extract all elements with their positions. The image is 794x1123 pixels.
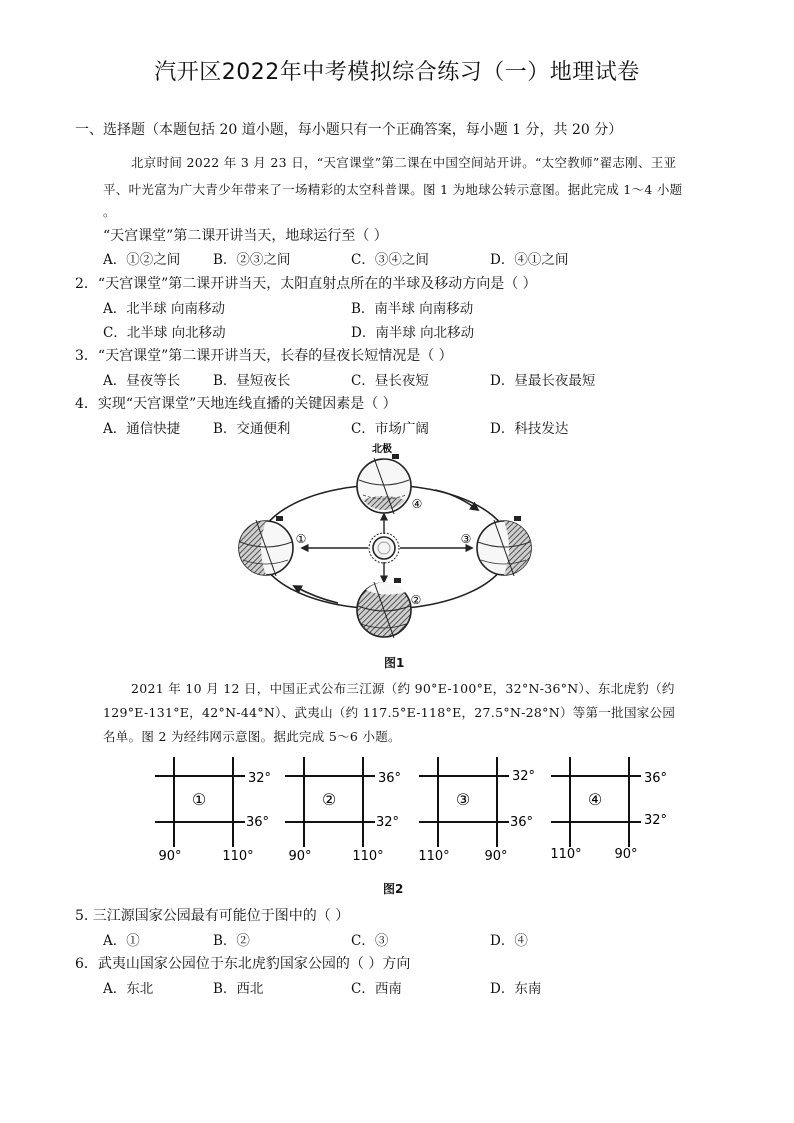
position-label-1: ① [295, 532, 307, 546]
question-6-stem: 6．武夷山国家公园位于东北虎豹国家公园的（ ）方向 [75, 956, 411, 972]
question-2-option-c[interactable]: C．北半球 向北移动 [103, 325, 226, 341]
grid-4-lon-right: 90° [614, 847, 638, 862]
question-4-option-d[interactable]: D．科技发达 [490, 421, 569, 437]
grid-1-lon-left: 90° [158, 849, 182, 864]
question-3-option-d[interactable]: D．昼最长夜最短 [490, 373, 596, 389]
grid-3-lon-left: 110° [418, 849, 450, 864]
question-1-stem: “天宫课堂”第二课开讲当天，地球运行至（ ） [103, 228, 388, 244]
earth-left-icon [239, 516, 293, 576]
question-1-option-d[interactable]: D．④①之间 [490, 252, 569, 268]
position-label-3: ③ [460, 532, 472, 546]
intro2-line1: 2021 年 10 月 12 日，中国正式公布三江源（约 90°E-100°E，32°N-36°N）、东北虎豹（约 [131, 681, 675, 696]
grid-1-label: ① [191, 790, 207, 809]
north-pole-label: 北极 [372, 444, 392, 455]
question-4-option-c[interactable]: C．市场广阔 [351, 421, 429, 437]
question-1-option-b[interactable]: B．②③之间 [213, 252, 291, 268]
intro2-line3: 名单。图 2 为经纬网示意图。据此完成 5～6 小题。 [103, 729, 401, 744]
grid-3-lat-top: 32° [512, 769, 536, 784]
question-1-option-c[interactable]: C．③④之间 [351, 252, 429, 268]
grid-2-lon-left: 90° [288, 849, 312, 864]
grid-2-lat-bottom: 32° [376, 815, 400, 830]
page-title: 汽开区2022年中考模拟综合练习（一）地理试卷 [154, 60, 640, 85]
grid-2-label: ② [321, 790, 337, 809]
sun-icon [369, 533, 399, 563]
question-6-option-b[interactable]: B．西北 [213, 981, 264, 997]
question-3-option-a[interactable]: A．昼夜等长 [103, 373, 181, 389]
question-3-option-c[interactable]: C．昼长夜短 [351, 373, 429, 389]
section-heading: 一、选择题（本题包括 20 道小题，每小题只有一个正确答案，每小题 1 分，共 20 分） [75, 122, 623, 138]
grid-4 [550, 757, 667, 862]
question-1-option-a[interactable]: A．①②之间 [103, 252, 181, 268]
question-2-option-b[interactable]: B．南半球 向南移动 [351, 301, 474, 317]
question-5-option-c[interactable]: C．③ [351, 933, 389, 949]
grid-4-lon-left: 110° [550, 847, 582, 862]
position-label-2: ② [410, 593, 422, 607]
grid-2-lon-right: 110° [352, 849, 384, 864]
earth-right-icon [477, 516, 531, 576]
intro2-line2: 129°E-131°E，42°N-44°N）、武夷山（约 117.5°E-118°E，27.5°N-28°N）等第一批国家公园 [103, 705, 676, 720]
earth-bottom-icon [357, 578, 411, 638]
question-5-option-d[interactable]: D．④ [490, 933, 528, 949]
intro1-line3: 。 [103, 204, 116, 219]
position-label-4: ④ [411, 497, 423, 511]
figure2-caption: 图2 [383, 882, 404, 896]
grid-1-lat-top: 32° [248, 771, 272, 786]
question-3-option-b[interactable]: B．昼短夜长 [213, 373, 291, 389]
intro1-line1: 北京时间 2022 年 3 月 23 日，“天宫课堂”第二课在中国空间站开讲。“太空教师”翟志刚、王亚 [131, 155, 677, 170]
grid-3 [418, 757, 535, 864]
grid-2 [285, 757, 401, 864]
grid-3-lon-right: 90° [484, 849, 508, 864]
orbit-arrow-top [435, 490, 478, 510]
question-4-option-b[interactable]: B．交通便利 [213, 421, 291, 437]
question-5-option-b[interactable]: B．② [213, 933, 250, 949]
grid-2-lat-top: 36° [378, 771, 402, 786]
question-2-option-d[interactable]: D．南半球 向北移动 [351, 325, 475, 341]
earth-revolution-diagram [228, 440, 558, 675]
question-6-option-d[interactable]: D．东南 [490, 981, 542, 997]
grid-1-lat-bottom: 36° [246, 815, 270, 830]
question-4-stem: 4．实现“天宫课堂”天地连线直播的关键因素是（ ） [75, 396, 397, 412]
orbit-arrow-bottom [294, 586, 338, 603]
grid-4-lat-bottom: 32° [644, 813, 668, 828]
grid-3-label: ③ [455, 790, 471, 809]
question-5-stem: 5. 三江源国家公园最有可能位于图中的（ ） [75, 908, 350, 924]
question-5-option-a[interactable]: A．① [103, 933, 140, 949]
question-2-stem: 2．“天宫课堂”第二课开讲当天，太阳直射点所在的半球及移动方向是（ ） [75, 276, 537, 292]
grid-4-label: ④ [587, 790, 603, 809]
grid-1-lon-right: 110° [222, 849, 254, 864]
question-4-option-a[interactable]: A．通信快捷 [103, 421, 181, 437]
lat-long-grids [150, 752, 690, 870]
grid-1 [155, 757, 271, 864]
question-2-option-a[interactable]: A．北半球 向南移动 [103, 301, 226, 317]
question-6-option-a[interactable]: A．东北 [103, 981, 154, 997]
figure1-caption: 图1 [384, 656, 405, 670]
grid-4-lat-top: 36° [644, 771, 668, 786]
intro1-line2: 平、叶光富为广大青少年带来了一场精彩的太空科普课。图 1 为地球公转示意图。据此完成 1～4 小题 [103, 182, 683, 197]
earth-top-icon [357, 454, 411, 514]
question-6-option-c[interactable]: C．西南 [351, 981, 402, 997]
grid-3-lat-bottom: 36° [510, 815, 534, 830]
question-3-stem: 3．“天宫课堂”第二课开讲当天，长春的昼夜长短情况是（ ） [75, 348, 453, 364]
